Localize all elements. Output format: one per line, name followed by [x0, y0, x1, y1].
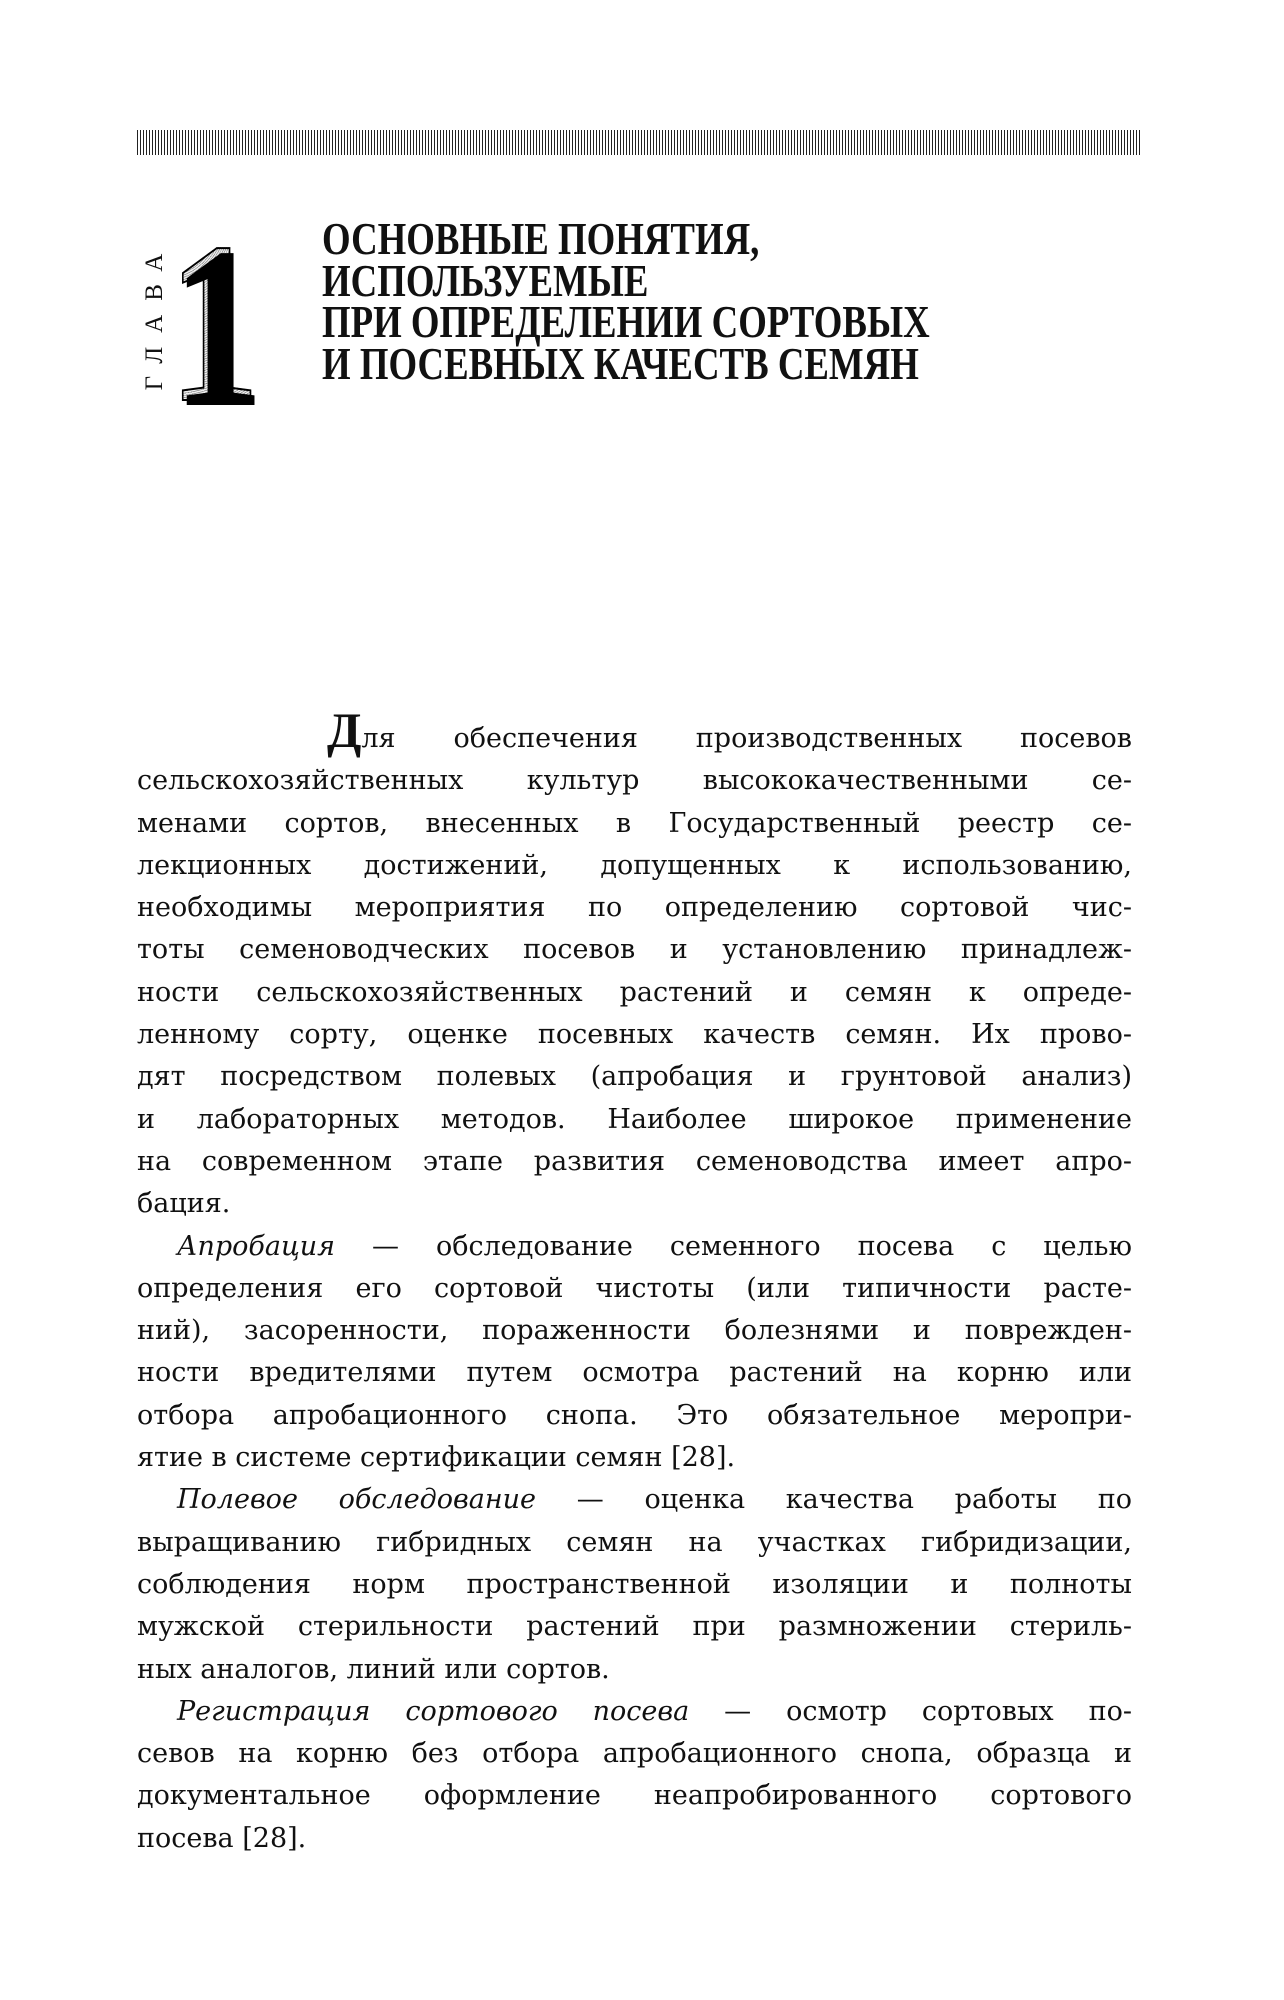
- text-line: [137, 1733, 1132, 1775]
- text-line: [137, 1014, 1132, 1056]
- defined-term: Полевое обследование: [177, 1484, 537, 1516]
- chapter-title: [322, 213, 930, 389]
- text-line: [137, 1268, 1132, 1310]
- chapter-number: 1: [168, 195, 260, 450]
- text-line: [137, 1691, 1132, 1733]
- line-text: посева [28].: [137, 1822, 307, 1854]
- line-text: лекционных достижений, допущенных к использованию,: [137, 849, 1132, 881]
- text-line: [137, 1352, 1132, 1394]
- text-line: [137, 845, 1132, 887]
- line-text: ности вредителями путем осмотра растений на корню или: [137, 1357, 1132, 1389]
- text-line: [137, 1226, 1132, 1268]
- text-line: [137, 1818, 1132, 1860]
- line-text: выращиванию гибридных семян на участках гибридизации,: [137, 1526, 1132, 1558]
- line-text: ятие в системе сертификации семян [28].: [137, 1442, 736, 1474]
- text-line: [137, 1395, 1132, 1437]
- defined-term: Регистрация сортового посева: [177, 1695, 690, 1727]
- text-line: [137, 1606, 1132, 1648]
- line-text: менами сортов, внесенных в Государственный реестр се-: [137, 807, 1132, 839]
- line-text: документальное оформление неапробированного сортового: [137, 1780, 1132, 1812]
- line-text: ных аналогов, линий или сортов.: [137, 1653, 610, 1685]
- line-text: ля обеспечения производственных посевов: [361, 723, 1132, 754]
- text-line: [137, 887, 1132, 929]
- line-text: ности сельскохозяйственных растений и семян к опреде-: [137, 976, 1132, 1008]
- line-text: — оценка качества работы по: [536, 1484, 1132, 1516]
- text-line: [137, 1437, 1132, 1479]
- line-text: бация.: [137, 1188, 231, 1220]
- text-line: [137, 1479, 1132, 1521]
- text-line: [137, 1056, 1132, 1098]
- decorative-header-rule: [137, 130, 1140, 155]
- line-text: мужской стерильности растений при размножении стериль-: [137, 1611, 1132, 1643]
- chapter-label-text: ГЛАВА: [141, 239, 168, 391]
- line-text: ний), засоренности, пораженности болезнями и поврежден-: [137, 1315, 1132, 1347]
- line-text: необходимы мероприятия по определению сортовой чис-: [137, 892, 1132, 924]
- text-line: [137, 702, 1132, 760]
- chapter-title-line: ИСПОЛЬЗУЕМЫЕ: [322, 254, 649, 306]
- text-line: [137, 1564, 1132, 1606]
- text-line: [137, 1099, 1132, 1141]
- text-line: [137, 929, 1132, 971]
- text-line: [137, 1775, 1132, 1817]
- line-text: — обследование семенного посева с целью: [335, 1230, 1132, 1262]
- text-line: [137, 803, 1132, 845]
- line-text: дят посредством полевых (апробация и грунтовой анализ): [137, 1061, 1132, 1093]
- chapter-label: [140, 240, 170, 390]
- line-text: севов на корню без отбора апробационного снопа, образца и: [137, 1738, 1132, 1770]
- line-text: отбора апробационного снопа. Это обязательное меропри-: [137, 1399, 1132, 1431]
- line-text: определения его сортовой чистоты (или типичности расте-: [137, 1272, 1132, 1304]
- chapter-title-line: ОСНОВНЫЕ ПОНЯТИЯ,: [322, 213, 760, 264]
- line-text: тоты семеноводческих посевов и установлению принадлеж-: [137, 934, 1132, 966]
- line-text: сельскохозяйственных культур высококачественными се-: [137, 765, 1132, 797]
- line-text: соблюдения норм пространственной изоляции и полноты: [137, 1568, 1132, 1600]
- text-line: [137, 1649, 1132, 1691]
- text-line: [137, 1141, 1132, 1183]
- chapter-title-line: И ПОСЕВНЫХ КАЧЕСТВ СЕМЯН: [322, 337, 919, 389]
- text-line: [137, 1310, 1132, 1352]
- text-line: [137, 1183, 1132, 1225]
- line-text: на современном этапе развития семеноводства имеет апро-: [137, 1145, 1132, 1177]
- drop-cap: Д: [327, 702, 362, 758]
- defined-term: Апробация: [177, 1230, 336, 1262]
- line-text: ленному сорту, оценке посевных качеств семян. Их прово-: [137, 1019, 1132, 1051]
- text-line: [137, 972, 1132, 1014]
- text-line: [137, 760, 1132, 802]
- text-line: [137, 1522, 1132, 1564]
- line-text: — осмотр сортовых по-: [689, 1695, 1132, 1727]
- chapter-title-line: ПРИ ОПРЕДЕЛЕНИИ СОРТОВЫХ: [322, 296, 930, 347]
- line-text: и лабораторных методов. Наиболее широкое применение: [137, 1103, 1132, 1135]
- body-text: [137, 702, 1132, 1860]
